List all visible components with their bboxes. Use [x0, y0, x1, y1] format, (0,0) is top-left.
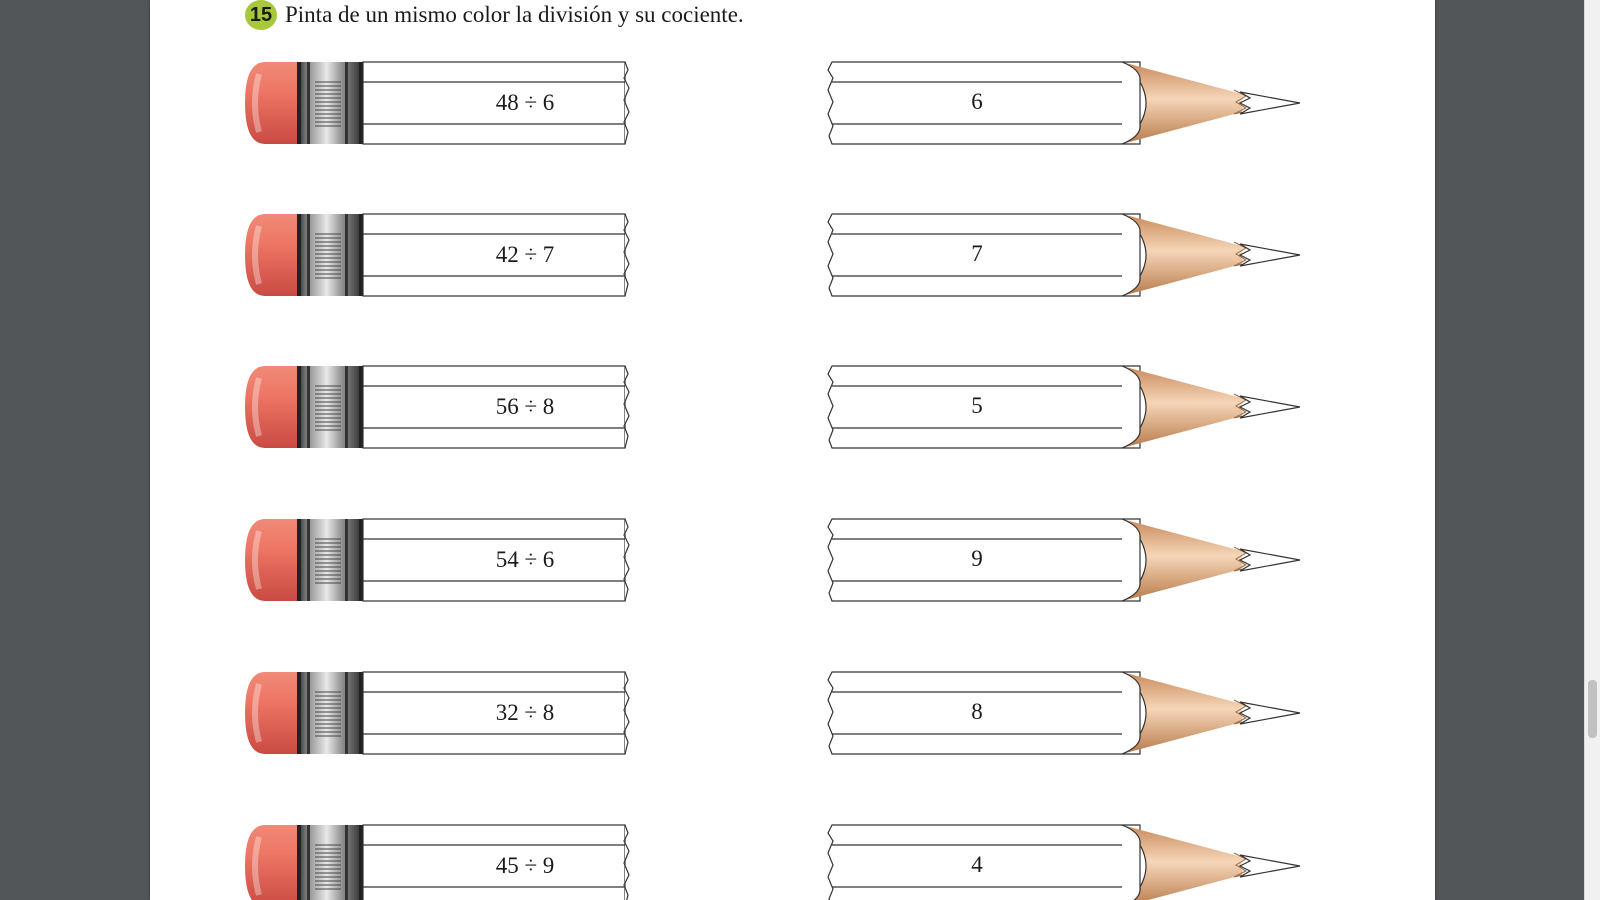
division-pencil[interactable]: [245, 670, 635, 756]
quotient-pencil[interactable]: [822, 364, 1302, 450]
vertical-scrollbar[interactable]: [1584, 0, 1600, 900]
quotient-pencil[interactable]: [822, 823, 1302, 900]
exercise-number-badge: 15: [245, 0, 277, 30]
quotient-label: 8: [971, 699, 983, 724]
division-pencil[interactable]: [245, 517, 635, 603]
division-label: 54 ÷ 6: [495, 547, 555, 572]
exercise-header: [245, 0, 744, 30]
division-label: 32 ÷ 8: [495, 700, 555, 725]
quotient-pencil[interactable]: [822, 670, 1302, 756]
division-pencil[interactable]: [245, 60, 635, 146]
pencil-pair-row: [150, 364, 1435, 450]
quotient-label: 5: [971, 393, 983, 418]
exercise-instruction: Pinta de un mismo color la división y su cociente.: [285, 2, 744, 27]
quotient-label: 4: [971, 852, 983, 877]
pencil-pair-row: [150, 60, 1435, 146]
division-label: 42 ÷ 7: [495, 242, 555, 267]
division-pencil[interactable]: [245, 364, 635, 450]
division-label: 48 ÷ 6: [495, 90, 555, 115]
pencil-pair-row: [150, 212, 1435, 298]
pencil-pair-row: [150, 823, 1435, 900]
quotient-label: 6: [971, 89, 983, 114]
scrollbar-thumb[interactable]: [1588, 680, 1597, 738]
quotient-pencil[interactable]: [822, 60, 1302, 146]
division-pencil[interactable]: [245, 212, 635, 298]
quotient-pencil[interactable]: [822, 517, 1302, 603]
pencil-pair-row: [150, 517, 1435, 603]
division-pencil[interactable]: [245, 823, 635, 900]
quotient-label: 7: [971, 241, 983, 266]
quotient-pencil[interactable]: [822, 212, 1302, 298]
quotient-label: 9: [971, 546, 983, 571]
division-label: 45 ÷ 9: [495, 853, 555, 878]
pencil-pair-row: [150, 670, 1435, 756]
document-page: [150, 0, 1435, 900]
division-label: 56 ÷ 8: [495, 394, 555, 419]
